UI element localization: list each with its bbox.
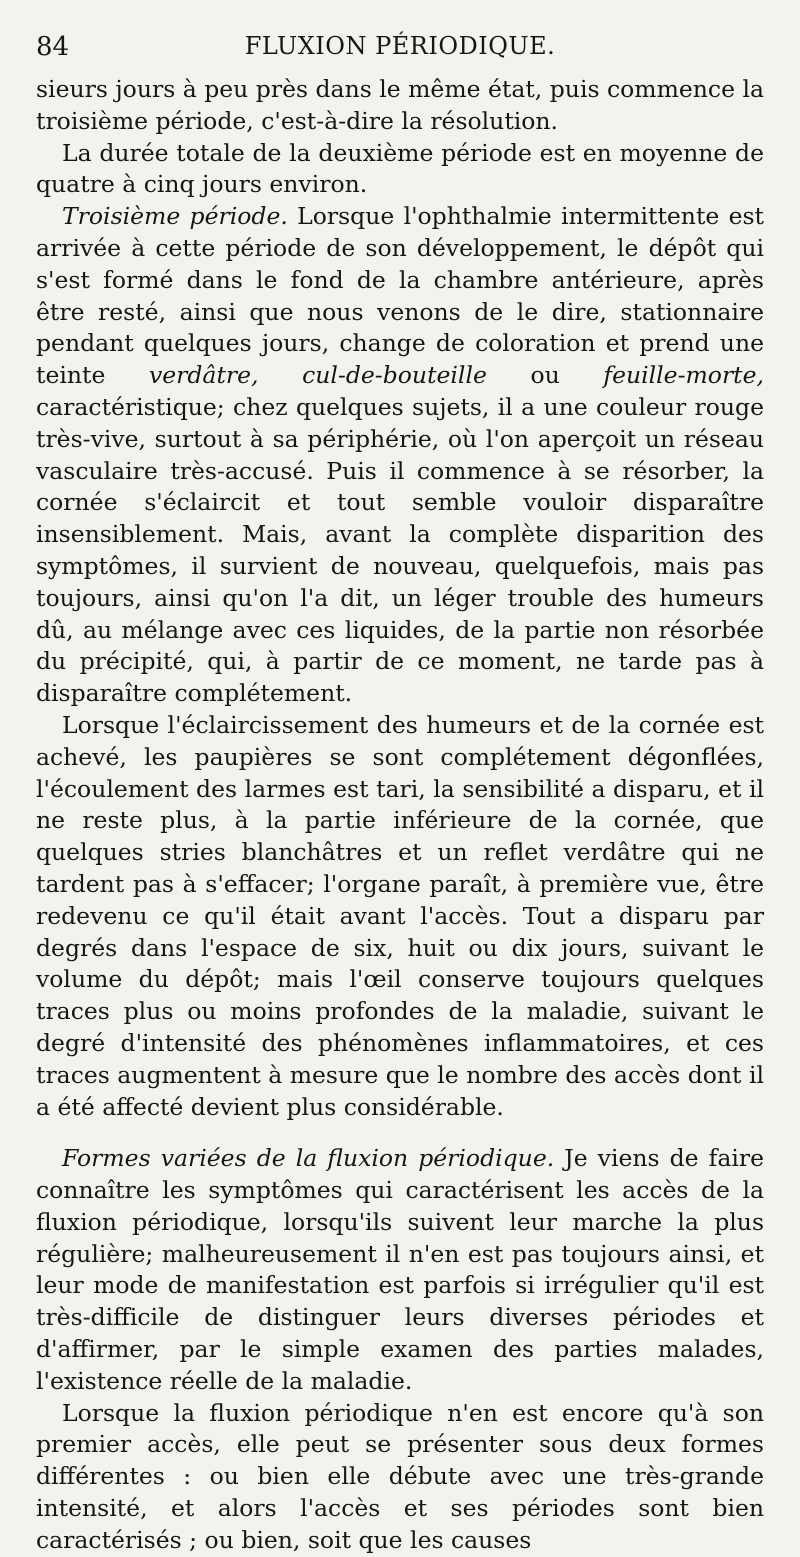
paragraph-clearing — [36, 710, 764, 1123]
paragraph-text: Lorsque la fluxion périodique n'en est encore qu'à son premier accès, elle peut se présenter sous deux formes différentes : ou bien elle débute avec une très-grande intensité, et alors l'accès et ses périodes sont bien caractérisés ; ou bien, soit que les causes — [36, 1398, 764, 1554]
paragraph-text: Lorsque l'ophthalmie intermittente est arrivée à cette période de son développement, le dépôt qui s'est formé dans le fond de la chambre antérieure, après être resté, ainsi que nous venons de le dire, stationnaire pendant quelques jours, change de coloration et prend une teinte — [36, 202, 765, 390]
section-lead: Troisième période. — [62, 202, 288, 231]
paragraph-text: sieurs jours à peu près dans le même état, puis commence la troisième période, c'est-à-dire la résolution. — [36, 75, 764, 135]
paragraph-text: Je viens de faire connaître les symptômes qui caractérisent les accès de la fluxion périodique, lorsqu'ils suivent leur marche la plus régulière; malheureusement il n'en est pas toujours ainsi, et leur mode de manifestation est parfois si irrégulier qu'il est très-difficile de distinguer leurs diverses périodes et d'affirmer, par le simple examen des parties malades, l'existence réelle de la maladie. — [36, 1144, 765, 1395]
paragraph-duration — [36, 138, 764, 202]
section-lead: Formes variées de la fluxion périodique. — [62, 1144, 555, 1173]
paragraph-third-period — [36, 201, 764, 710]
paragraph-varied-forms — [36, 1143, 764, 1397]
paragraph-text: ou — [486, 361, 604, 390]
paragraph-continuation — [36, 74, 764, 138]
paragraph-first-attack — [36, 1398, 764, 1557]
page-header — [36, 30, 764, 74]
emphasis-term: verdâtre, cul-de-bouteille — [148, 361, 487, 390]
paragraph-text: La durée totale de la deuxième période est en moyenne de quatre à cinq jours environ. — [36, 138, 764, 199]
running-head: FLUXION PÉRIODIQUE. — [244, 32, 556, 60]
page-number: 84 — [36, 32, 70, 62]
emphasis-term: feuille-morte, — [603, 361, 764, 390]
body-text — [36, 74, 764, 1557]
paragraph-text: Lorsque l'éclaircissement des humeurs et de la cornée est achevé, les paupières se sont complétement dégonflées, l'écoulement des larmes est tari, la sensibilité a disparu, et il ne reste plus, à la partie inférieure de la cornée, que quelques stries blanchâtres et un reflet verdâtre qui ne tardent pas à s'effacer; l'organe paraît, à première vue, être redevenu ce qu'il était avant l'accès. Tout a disparu par degrés dans l'espace de six, huit ou dix jours, suivant le volume du dépôt; mais l'œil conserve toujours quelques traces plus ou moins profondes de la maladie, suivant le degré d'intensité des phénomènes inflammatoires, et ces traces augmentent à mesure que le nombre des accès dont il a été affecté devient plus considérable. — [36, 710, 764, 1121]
paragraph-text: caractéristique; chez quelques sujets, il a une couleur rouge très-vive, surtout à sa périphérie, où l'on aperçoit un réseau vasculaire très-accusé. Puis il commence à se résorber, la cornée s'éclaircit et tout semble vouloir disparaître insensiblement. Mais, avant la complète disparition des symptômes, il survient de nouveau, quelquefois, mais pas toujours, ainsi qu'on l'a dit, un léger trouble des humeurs dû, au mélange avec ces liquides, de la partie non résorbée du précipité, qui, à partir de ce moment, ne tarde pas à disparaître complétement. — [36, 392, 764, 708]
